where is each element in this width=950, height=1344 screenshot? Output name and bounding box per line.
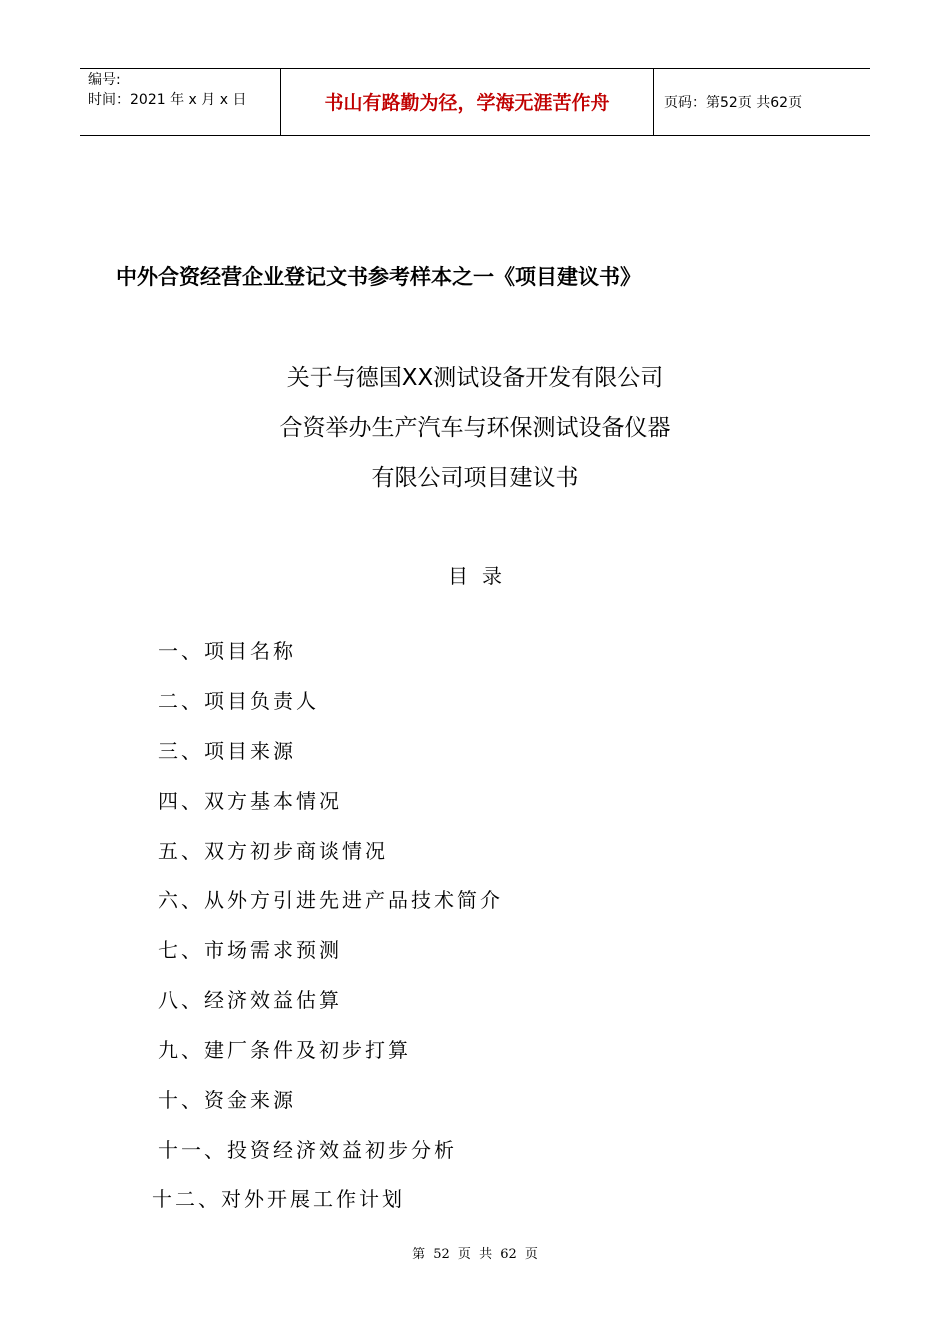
document-date: 时间：2021 年 x 月 x 日 xyxy=(88,92,247,108)
toc-item: 七、市场需求预测 xyxy=(158,938,342,962)
page-header xyxy=(80,68,870,136)
page-footer: 第 52 页 共 62 页 xyxy=(412,1247,538,1262)
toc-item: 五、双方初步商谈情况 xyxy=(158,839,388,863)
toc-item: 二、项目负责人 xyxy=(158,689,319,713)
toc-item: 三、项目来源 xyxy=(158,739,296,763)
toc-item: 九、建厂条件及初步打算 xyxy=(158,1038,411,1062)
header-motto: 书山有路勤为径，学海无涯苦作舟 xyxy=(324,92,610,114)
document-title: 中外合资经营企业登记文书参考样本之一《项目建议书》 xyxy=(116,265,641,289)
toc-heading: 目录 xyxy=(448,564,516,588)
header-info-cell xyxy=(80,69,281,135)
toc-item: 四、双方基本情况 xyxy=(158,789,342,813)
toc-item: 十、资金来源 xyxy=(158,1088,296,1112)
header-motto-cell xyxy=(281,69,654,135)
toc-item: 八、经济效益估算 xyxy=(158,988,342,1012)
main-title-line-3: 有限公司项目建议书 xyxy=(371,465,579,491)
header-page-cell xyxy=(654,69,870,135)
toc-item: 六、从外方引进先进产品技术简介 xyxy=(158,888,503,912)
header-page-code: 页码：第52页 共62页 xyxy=(664,95,803,111)
main-title-line-1: 关于与德国XX测试设备开发有限公司 xyxy=(286,365,664,391)
main-title-line-2: 合资举办生产汽车与环保测试设备仪器 xyxy=(279,415,671,441)
toc-item: 十一、投资经济效益初步分析 xyxy=(158,1138,457,1162)
toc-item: 一、项目名称 xyxy=(158,639,296,663)
toc-item: 十二、对外开展工作计划 xyxy=(152,1187,405,1211)
document-number-label: 编号: xyxy=(88,72,121,88)
